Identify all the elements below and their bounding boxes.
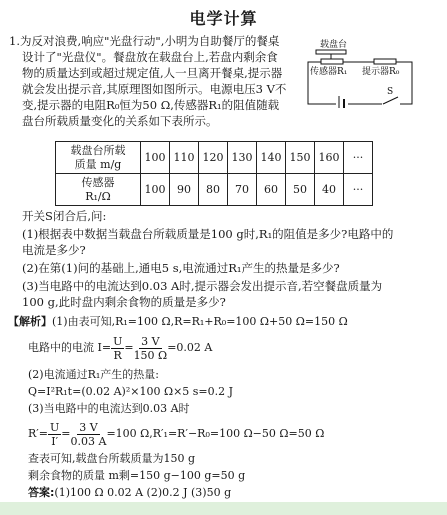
table-cell: 70: [228, 174, 257, 206]
table-cell: 100: [141, 142, 170, 174]
battery-gap: [336, 96, 348, 108]
solution-line-7: 查表可知,载盘台所载质量为150 g: [28, 452, 196, 465]
solution-label: 【解析】: [8, 315, 52, 328]
table-head-mass: 载盘台所载 质量 m/g: [56, 142, 141, 174]
table-cell: 90: [170, 174, 199, 206]
table-cell: 50: [286, 174, 315, 206]
table-cell: 130: [228, 142, 257, 174]
problem-line-3: 物的质量达到或超过规定值,人一旦离开餐桌,提示器: [22, 66, 283, 80]
table-cell: 110: [170, 142, 199, 174]
table-cell: 40: [315, 174, 344, 206]
table-row-resistance: [56, 174, 373, 206]
table-cell: 60: [257, 174, 286, 206]
solution-current-line: 电路中的电流 I= $\frac{U}{R}$ = $\frac{3 V}{150 \Omega}$ =0.02 A: [28, 334, 213, 362]
problem-line-6: 盘台所载质量变化的关系如下表所示。: [22, 114, 218, 128]
table-cell: 140: [257, 142, 286, 174]
table-cell: 160: [315, 142, 344, 174]
fraction-u-over-i: $\frac{U}{I'}$: [50, 420, 60, 448]
table-head-resistance: 传感器 R₁/Ω: [56, 174, 141, 206]
table-cell: 80: [199, 174, 228, 206]
solution-line-3: (2)电流通过R₁产生的热量:: [28, 368, 159, 381]
question-3-line-2: 100 g,此时盘内剩余食物的质量是多少?: [22, 295, 226, 309]
switch-label: S: [387, 87, 394, 97]
problem-line-2: 设计了"光盘仪"。餐盘放在载盘台上,若盘内剩余食: [22, 50, 278, 64]
answer-label: 答案:: [28, 486, 55, 499]
question-intro: 开关S闭合后,问:: [22, 209, 107, 223]
solution-line-4: Q=I²R₁t=(0.02 A)²×100 Ω×5 s=0.2 J: [28, 385, 234, 398]
solution-line-5: (3)当电路中的电流达到0.03 A时: [28, 402, 190, 415]
fraction-u-over-r: $\frac{U}{R}$: [113, 334, 123, 362]
problem-line-1: 1.为反对浪费,响应"光盘行动",小明为自助餐厅的餐桌: [9, 34, 280, 48]
circuit-diagram: [306, 38, 416, 108]
platform-label: 载盘台: [320, 40, 348, 50]
fraction-r-values: $\frac{3 V}{0.03 A}$: [70, 420, 107, 448]
solution-line-1: 【解析】(1)由表可知,R₁=100 Ω,R=R₁+R₀=100 Ω+50 Ω=150 Ω: [8, 315, 348, 328]
solution-line-8: 剩余食物的质量 m剩=150 g−100 g=50 g: [28, 469, 246, 482]
question-2: (2)在第(1)问的基础上,通电5 s,电流通过R₁产生的热量是多少?: [22, 261, 340, 275]
switch-gap: [382, 100, 400, 108]
table-row-mass: [56, 142, 373, 174]
problem-line-5: 变,提示器的电阻R₀恒为50 Ω,传感器R₁的阻值随载: [22, 98, 280, 112]
fraction-values: $\frac{3 V}{150 \Omega}$: [133, 334, 168, 362]
data-table: [55, 141, 373, 206]
table-cell: 100: [141, 174, 170, 206]
table-cell: ···: [344, 174, 373, 206]
table-cell: 120: [199, 142, 228, 174]
table-cell: 150: [286, 142, 315, 174]
sensor-resistor: [321, 59, 343, 64]
platform-plate: [316, 50, 346, 54]
table-cell: ···: [344, 142, 373, 174]
answer-line: 答案:(1)100 Ω 0.02 A (2)0.2 J (3)50 g: [28, 486, 232, 499]
question-1-line-2: 电流是多少?: [22, 243, 86, 257]
question-3-line-1: (3)当电路中的电流达到0.03 A时,提示器会发出提示音,若空餐盘质量为: [22, 279, 383, 293]
problem-line-4: 就会发出提示音,其原理图如图所示。电源电压3 V不: [22, 82, 287, 96]
prompter-resistor: [374, 59, 396, 64]
prompter-label: 提示器R₀: [362, 67, 400, 77]
solution-resistance-line: R′= $\frac{U}{I'}$ = $\frac{3 V}{0.03 A}$ =100 Ω,R′₁=R′−R₀=100 Ω−50 Ω=50 Ω: [28, 420, 325, 448]
question-1-line-1: (1)根据表中数据当载盘台所载质量是100 g时,R₁的阻值是多少?电路中的: [22, 227, 394, 241]
page-title: 电学计算: [189, 9, 258, 28]
sensor-label: 传感器R₁: [310, 67, 348, 77]
